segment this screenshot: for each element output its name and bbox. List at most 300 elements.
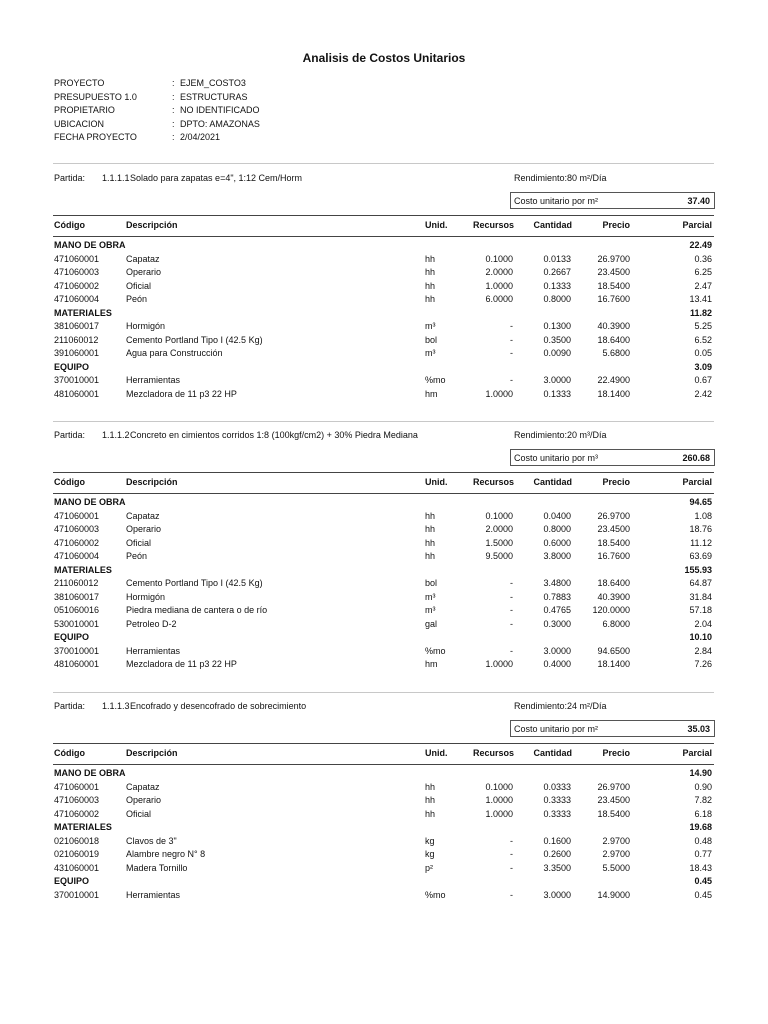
item-precio: 26.9700 bbox=[597, 510, 630, 521]
item-parcial: 64.87 bbox=[689, 578, 712, 588]
item-description: Oficial bbox=[126, 808, 152, 819]
table-row bbox=[53, 618, 714, 632]
item-cantidad: 3.3500 bbox=[543, 862, 571, 873]
column-header-codigo: Código bbox=[54, 748, 85, 758]
item-code: 471060001 bbox=[54, 253, 100, 264]
header-colon: : bbox=[172, 105, 175, 115]
item-recursos: 0.1000 bbox=[485, 253, 513, 264]
unit-cost-box bbox=[510, 720, 715, 737]
item-description: Herramientas bbox=[126, 645, 181, 656]
item-code: 381060017 bbox=[54, 321, 100, 331]
item-recursos: 6.0000 bbox=[485, 294, 513, 304]
item-code: 481060001 bbox=[54, 659, 100, 669]
item-cantidad: 0.3500 bbox=[543, 334, 571, 345]
group-header bbox=[53, 564, 714, 578]
item-precio: 18.5400 bbox=[597, 280, 630, 291]
item-cantidad: 0.6000 bbox=[543, 537, 571, 548]
item-precio: 16.7600 bbox=[597, 294, 630, 304]
column-header-precio: Precio bbox=[602, 477, 630, 487]
item-parcial: 13.41 bbox=[689, 294, 712, 304]
group-name: MATERIALES bbox=[54, 822, 112, 832]
table-row bbox=[53, 510, 714, 524]
divider bbox=[53, 163, 714, 164]
item-unit: kg bbox=[425, 835, 435, 846]
unit-cost-label: Costo unitario por m² bbox=[514, 196, 599, 206]
item-description: Operario bbox=[126, 524, 162, 534]
item-parcial: 18.43 bbox=[689, 862, 712, 873]
item-description: Capataz bbox=[126, 510, 160, 521]
item-code: 381060017 bbox=[54, 591, 100, 602]
item-recursos: - bbox=[510, 334, 513, 345]
partida-rendimiento: Rendimiento:20 m³/Día bbox=[514, 430, 607, 440]
item-recursos: - bbox=[510, 578, 513, 588]
group-total: 19.68 bbox=[689, 822, 712, 832]
item-precio: 26.9700 bbox=[597, 781, 630, 792]
header-label: PROPIETARIO bbox=[54, 105, 115, 115]
partida-description: Encofrado y desencofrado de sobrecimiento bbox=[130, 701, 307, 711]
column-header bbox=[53, 472, 714, 494]
table-row bbox=[53, 889, 714, 903]
column-header-unid: Unid. bbox=[425, 748, 448, 758]
item-recursos: 2.0000 bbox=[485, 267, 513, 277]
item-cantidad: 0.0133 bbox=[543, 253, 571, 264]
item-cantidad: 0.3333 bbox=[543, 808, 571, 819]
item-description: Cemento Portland Tipo I (42.5 Kg) bbox=[126, 578, 263, 588]
item-cantidad: 3.0000 bbox=[543, 645, 571, 656]
table-row bbox=[53, 862, 714, 876]
item-precio: 18.1400 bbox=[597, 388, 630, 399]
item-unit: hm bbox=[425, 659, 438, 669]
header-colon: : bbox=[172, 91, 175, 102]
group-total: 10.10 bbox=[689, 632, 712, 642]
item-unit: hh bbox=[425, 537, 436, 548]
column-header-unid: Unid. bbox=[425, 220, 448, 230]
item-unit: %mo bbox=[425, 645, 446, 656]
header-row-presupuesto bbox=[54, 91, 260, 105]
item-cantidad: 3.8000 bbox=[543, 551, 571, 561]
item-parcial: 7.26 bbox=[694, 659, 712, 669]
item-parcial: 31.84 bbox=[689, 591, 712, 602]
item-parcial: 0.77 bbox=[694, 849, 712, 859]
partida-label: Partida: bbox=[54, 430, 86, 440]
item-recursos: - bbox=[510, 605, 513, 615]
partida-description: Concreto en cimientos corridos 1:8 (100kgf/cm2) + 30% Piedra Mediana bbox=[130, 430, 418, 440]
item-recursos: - bbox=[510, 321, 513, 331]
item-unit: %mo bbox=[425, 889, 446, 900]
group-name: MANO DE OBRA bbox=[54, 768, 126, 778]
item-code: 021060019 bbox=[54, 849, 100, 859]
item-recursos: - bbox=[510, 375, 513, 385]
table-row bbox=[53, 591, 714, 605]
item-parcial: 11.12 bbox=[690, 537, 712, 548]
item-code: 391060001 bbox=[54, 348, 100, 358]
item-cantidad: 0.1300 bbox=[543, 321, 571, 331]
item-parcial: 2.42 bbox=[694, 388, 712, 399]
column-header-codigo: Código bbox=[54, 220, 85, 230]
item-cantidad: 3.0000 bbox=[543, 375, 571, 385]
item-parcial: 0.45 bbox=[694, 889, 712, 900]
item-precio: 23.4500 bbox=[597, 267, 630, 277]
column-header-cantidad: Cantidad bbox=[533, 220, 572, 230]
item-precio: 5.5000 bbox=[602, 862, 630, 873]
item-parcial: 0.67 bbox=[694, 375, 712, 385]
item-code: 471060004 bbox=[54, 551, 100, 561]
item-code: 471060004 bbox=[54, 294, 100, 304]
group-total: 155.93 bbox=[684, 564, 712, 575]
item-precio: 40.3900 bbox=[597, 321, 630, 331]
item-description: Petroleo D-2 bbox=[126, 618, 177, 629]
header-value: 2/04/2021 bbox=[180, 132, 221, 142]
item-parcial: 6.18 bbox=[694, 808, 712, 819]
column-header-precio: Precio bbox=[602, 748, 630, 758]
unit-cost-box bbox=[510, 449, 715, 466]
item-cantidad: 0.4765 bbox=[543, 605, 571, 615]
partida-rendimiento: Rendimiento:24 m²/Día bbox=[514, 701, 607, 711]
group-total: 94.65 bbox=[689, 497, 712, 507]
table-row bbox=[53, 266, 714, 280]
table-row bbox=[53, 293, 714, 307]
item-recursos: 9.5000 bbox=[485, 551, 513, 561]
header-label: FECHA PROYECTO bbox=[54, 132, 137, 142]
item-cantidad: 3.4800 bbox=[543, 578, 571, 588]
column-header-parcial: Parcial bbox=[682, 477, 712, 487]
column-header-recursos: Recursos bbox=[472, 748, 514, 758]
item-code: 021060018 bbox=[54, 835, 100, 846]
partida-rendimiento: Rendimiento:80 m²/Día bbox=[514, 173, 607, 183]
item-unit: hh bbox=[425, 795, 436, 805]
column-header-recursos: Recursos bbox=[472, 220, 514, 230]
unit-cost-value: 260.68 bbox=[682, 453, 710, 463]
item-precio: 26.9700 bbox=[597, 253, 630, 264]
item-parcial: 1.08 bbox=[694, 510, 712, 521]
item-code: 370010001 bbox=[54, 375, 100, 385]
group-name: EQUIPO bbox=[54, 361, 90, 372]
item-recursos: 1.0000 bbox=[485, 795, 513, 805]
item-recursos: 0.1000 bbox=[485, 781, 513, 792]
item-description: Madera Tornillo bbox=[126, 862, 188, 873]
group-total: 0.45 bbox=[694, 876, 712, 886]
header-value: NO IDENTIFICADO bbox=[180, 105, 260, 115]
item-code: 471060001 bbox=[54, 781, 100, 792]
group-header bbox=[53, 496, 714, 510]
project-header bbox=[54, 77, 260, 145]
group-header bbox=[53, 361, 714, 375]
header-colon: : bbox=[172, 118, 175, 129]
item-description: Oficial bbox=[126, 280, 152, 291]
item-unit: m³ bbox=[425, 605, 436, 615]
item-parcial: 7.82 bbox=[694, 795, 712, 805]
table-row bbox=[53, 645, 714, 659]
header-label: PROYECTO bbox=[54, 78, 105, 88]
item-precio: 23.4500 bbox=[597, 795, 630, 805]
item-precio: 16.7600 bbox=[597, 551, 630, 561]
group-header bbox=[53, 307, 714, 321]
item-precio: 5.6800 bbox=[602, 348, 630, 358]
group-name: MATERIALES bbox=[54, 564, 112, 575]
item-cantidad: 0.2667 bbox=[543, 267, 571, 277]
column-header-unid: Unid. bbox=[425, 477, 448, 487]
item-unit: kg bbox=[425, 849, 435, 859]
item-recursos: - bbox=[510, 889, 513, 900]
item-precio: 40.3900 bbox=[597, 591, 630, 602]
item-cantidad: 0.1600 bbox=[543, 835, 571, 846]
group-total: 14.90 bbox=[689, 768, 712, 778]
unit-cost-label: Costo unitario por m² bbox=[514, 724, 599, 734]
item-cantidad: 0.8000 bbox=[543, 294, 571, 304]
item-description: Clavos de 3" bbox=[126, 835, 177, 846]
item-parcial: 2.47 bbox=[694, 280, 712, 291]
item-cantidad: 0.4000 bbox=[543, 659, 571, 669]
item-description: Alambre negro N° 8 bbox=[126, 849, 206, 859]
item-unit: gal bbox=[425, 618, 438, 629]
group-header bbox=[53, 767, 714, 781]
item-unit: hh bbox=[425, 294, 436, 304]
header-value: ESTRUCTURAS bbox=[180, 91, 248, 102]
column-header-descripcion: Descripción bbox=[126, 748, 178, 758]
column-header bbox=[53, 215, 714, 237]
item-precio: 14.9000 bbox=[597, 889, 630, 900]
group-name: EQUIPO bbox=[54, 876, 90, 886]
unit-cost-label: Costo unitario por m³ bbox=[514, 453, 599, 463]
item-unit: hh bbox=[425, 510, 436, 521]
item-precio: 120.0000 bbox=[592, 605, 630, 615]
item-recursos: 1.0000 bbox=[485, 808, 513, 819]
unit-cost-value: 35.03 bbox=[687, 724, 710, 734]
item-recursos: 0.1000 bbox=[485, 510, 513, 521]
item-code: 051060016 bbox=[54, 605, 100, 615]
group-name: MANO DE OBRA bbox=[54, 240, 126, 250]
item-precio: 18.1400 bbox=[597, 659, 630, 669]
item-description: Oficial bbox=[126, 537, 152, 548]
item-recursos: - bbox=[510, 862, 513, 873]
item-code: 211060012 bbox=[54, 334, 99, 345]
item-cantidad: 0.1333 bbox=[543, 388, 571, 399]
table-row bbox=[53, 808, 714, 822]
item-recursos: 2.0000 bbox=[485, 524, 513, 534]
partida-description: Solado para zapatas e=4", 1:12 Cem/Horm bbox=[130, 173, 303, 183]
item-unit: hh bbox=[425, 280, 436, 291]
table-row bbox=[53, 577, 714, 591]
item-description: Capataz bbox=[126, 781, 160, 792]
item-recursos: - bbox=[510, 849, 513, 859]
table-row bbox=[53, 794, 714, 808]
partida-label: Partida: bbox=[54, 173, 86, 183]
item-description: Operario bbox=[126, 267, 162, 277]
item-cantidad: 0.1333 bbox=[543, 280, 571, 291]
item-code: 370010001 bbox=[54, 645, 100, 656]
column-header-descripcion: Descripción bbox=[126, 477, 178, 487]
partida-code: 1.1.1.1 bbox=[102, 173, 130, 183]
item-description: Peón bbox=[126, 294, 148, 304]
item-parcial: 2.84 bbox=[694, 645, 712, 656]
group-header bbox=[53, 631, 714, 645]
item-recursos: - bbox=[510, 618, 513, 629]
column-header bbox=[53, 743, 714, 765]
header-label: PRESUPUESTO 1.0 bbox=[54, 91, 137, 102]
table-row bbox=[53, 848, 714, 862]
item-recursos: - bbox=[510, 348, 513, 358]
item-parcial: 0.05 bbox=[694, 348, 712, 358]
item-unit: bol bbox=[425, 334, 438, 345]
column-header-parcial: Parcial bbox=[682, 748, 712, 758]
item-precio: 2.9700 bbox=[602, 849, 630, 859]
item-unit: hh bbox=[425, 524, 436, 534]
item-cantidad: 0.8000 bbox=[543, 524, 571, 534]
table-row bbox=[53, 320, 714, 334]
item-unit: m³ bbox=[425, 321, 436, 331]
partida-code: 1.1.1.2 bbox=[102, 430, 130, 440]
item-unit: hh bbox=[425, 781, 436, 792]
partida-line bbox=[54, 429, 714, 441]
item-recursos: 1.0000 bbox=[485, 280, 513, 291]
item-code: 211060012 bbox=[54, 578, 99, 588]
item-parcial: 6.52 bbox=[694, 334, 712, 345]
group-header bbox=[53, 821, 714, 835]
item-parcial: 5.25 bbox=[694, 321, 712, 331]
item-unit: m³ bbox=[425, 591, 436, 602]
header-value: EJEM_COSTO3 bbox=[180, 78, 246, 88]
item-description: Piedra mediana de cantera o de río bbox=[126, 605, 268, 615]
item-parcial: 18.76 bbox=[689, 524, 712, 534]
item-cantidad: 0.0400 bbox=[543, 510, 571, 521]
unit-cost-box bbox=[510, 192, 715, 209]
item-code: 481060001 bbox=[54, 388, 100, 399]
item-description: Agua para Construcción bbox=[126, 348, 223, 358]
column-header-recursos: Recursos bbox=[472, 477, 514, 487]
item-parcial: 6.25 bbox=[694, 267, 712, 277]
divider bbox=[53, 692, 714, 693]
item-unit: hm bbox=[425, 388, 438, 399]
group-total: 3.09 bbox=[694, 361, 712, 372]
group-header bbox=[53, 239, 714, 253]
item-precio: 18.6400 bbox=[597, 334, 630, 345]
column-header-parcial: Parcial bbox=[682, 220, 712, 230]
group-name: MATERIALES bbox=[54, 307, 112, 318]
item-unit: %mo bbox=[425, 375, 446, 385]
column-header-precio: Precio bbox=[602, 220, 630, 230]
item-code: 471060001 bbox=[54, 510, 100, 521]
item-unit: hh bbox=[425, 551, 436, 561]
item-cantidad: 3.0000 bbox=[543, 889, 571, 900]
item-unit: hh bbox=[425, 808, 436, 819]
header-row-ubicacion bbox=[54, 118, 260, 132]
item-unit: hh bbox=[425, 267, 436, 277]
item-description: Hormigón bbox=[126, 321, 166, 331]
item-code: 471060003 bbox=[54, 524, 100, 534]
header-row-proyecto bbox=[54, 77, 260, 91]
table-row bbox=[53, 347, 714, 361]
item-description: Cemento Portland Tipo I (42.5 Kg) bbox=[126, 334, 263, 345]
item-unit: m³ bbox=[425, 348, 436, 358]
item-code: 471060002 bbox=[54, 537, 100, 548]
header-value: DPTO: AMAZONAS bbox=[180, 118, 260, 129]
partida-line bbox=[54, 700, 714, 712]
item-description: Herramientas bbox=[126, 375, 181, 385]
item-cantidad: 0.3333 bbox=[543, 795, 571, 805]
item-code: 471060003 bbox=[54, 267, 100, 277]
table-row bbox=[53, 550, 714, 564]
divider bbox=[53, 421, 714, 422]
table-row bbox=[53, 334, 714, 348]
item-unit: hh bbox=[425, 253, 436, 264]
item-code: 370010001 bbox=[54, 889, 100, 900]
table-row bbox=[53, 658, 714, 672]
header-row-fecha bbox=[54, 131, 260, 145]
item-precio: 94.6500 bbox=[597, 645, 630, 656]
item-code: 471060002 bbox=[54, 808, 100, 819]
item-parcial: 63.69 bbox=[689, 551, 712, 561]
item-recursos: - bbox=[510, 645, 513, 656]
group-header bbox=[53, 875, 714, 889]
table-row bbox=[53, 280, 714, 294]
item-precio: 18.6400 bbox=[597, 578, 630, 588]
group-name: MANO DE OBRA bbox=[54, 497, 126, 507]
item-precio: 23.4500 bbox=[597, 524, 630, 534]
header-colon: : bbox=[172, 132, 175, 142]
table-row bbox=[53, 523, 714, 537]
item-parcial: 2.04 bbox=[694, 618, 712, 629]
item-precio: 18.5400 bbox=[597, 808, 630, 819]
item-precio: 6.8000 bbox=[602, 618, 630, 629]
item-unit: p² bbox=[425, 862, 434, 873]
item-recursos: - bbox=[510, 835, 513, 846]
item-parcial: 0.48 bbox=[694, 835, 712, 846]
item-code: 471060002 bbox=[54, 280, 100, 291]
item-precio: 22.4900 bbox=[597, 375, 630, 385]
header-colon: : bbox=[172, 78, 175, 88]
group-total: 22.49 bbox=[689, 240, 712, 250]
item-cantidad: 0.3000 bbox=[543, 618, 571, 629]
item-description: Hormigón bbox=[126, 591, 166, 602]
table-row bbox=[53, 781, 714, 795]
item-cantidad: 0.0090 bbox=[543, 348, 571, 358]
column-header-descripcion: Descripción bbox=[126, 220, 178, 230]
item-description: Peón bbox=[126, 551, 148, 561]
item-cantidad: 0.7883 bbox=[543, 591, 571, 602]
item-precio: 2.9700 bbox=[602, 835, 630, 846]
unit-cost-value: 37.40 bbox=[687, 196, 710, 206]
item-cantidad: 0.2600 bbox=[543, 849, 571, 859]
item-parcial: 0.90 bbox=[694, 781, 712, 792]
item-code: 431060001 bbox=[54, 862, 100, 873]
item-precio: 18.5400 bbox=[597, 537, 630, 548]
item-code: 530010001 bbox=[54, 618, 100, 629]
column-header-cantidad: Cantidad bbox=[533, 477, 572, 487]
header-label: UBICACION bbox=[54, 118, 105, 129]
item-description: Operario bbox=[126, 795, 162, 805]
table-row bbox=[53, 835, 714, 849]
partida-code: 1.1.1.3 bbox=[102, 701, 130, 711]
item-recursos: 1.0000 bbox=[485, 388, 513, 399]
item-recursos: 1.5000 bbox=[485, 537, 513, 548]
table-row bbox=[53, 537, 714, 551]
column-header-codigo: Código bbox=[54, 477, 85, 487]
item-recursos: 1.0000 bbox=[485, 659, 513, 669]
table-row bbox=[53, 604, 714, 618]
table-row bbox=[53, 253, 714, 267]
item-parcial: 57.18 bbox=[689, 605, 712, 615]
item-code: 471060003 bbox=[54, 795, 100, 805]
table-row bbox=[53, 374, 714, 388]
item-parcial: 0.36 bbox=[694, 253, 712, 264]
header-row-propietario bbox=[54, 104, 260, 118]
partida-label: Partida: bbox=[54, 701, 86, 711]
group-total: 11.82 bbox=[689, 307, 712, 318]
page-title: Analisis de Costos Unitarios bbox=[302, 51, 466, 65]
group-name: EQUIPO bbox=[54, 632, 90, 642]
item-description: Capataz bbox=[126, 253, 160, 264]
item-cantidad: 0.0333 bbox=[543, 781, 571, 792]
